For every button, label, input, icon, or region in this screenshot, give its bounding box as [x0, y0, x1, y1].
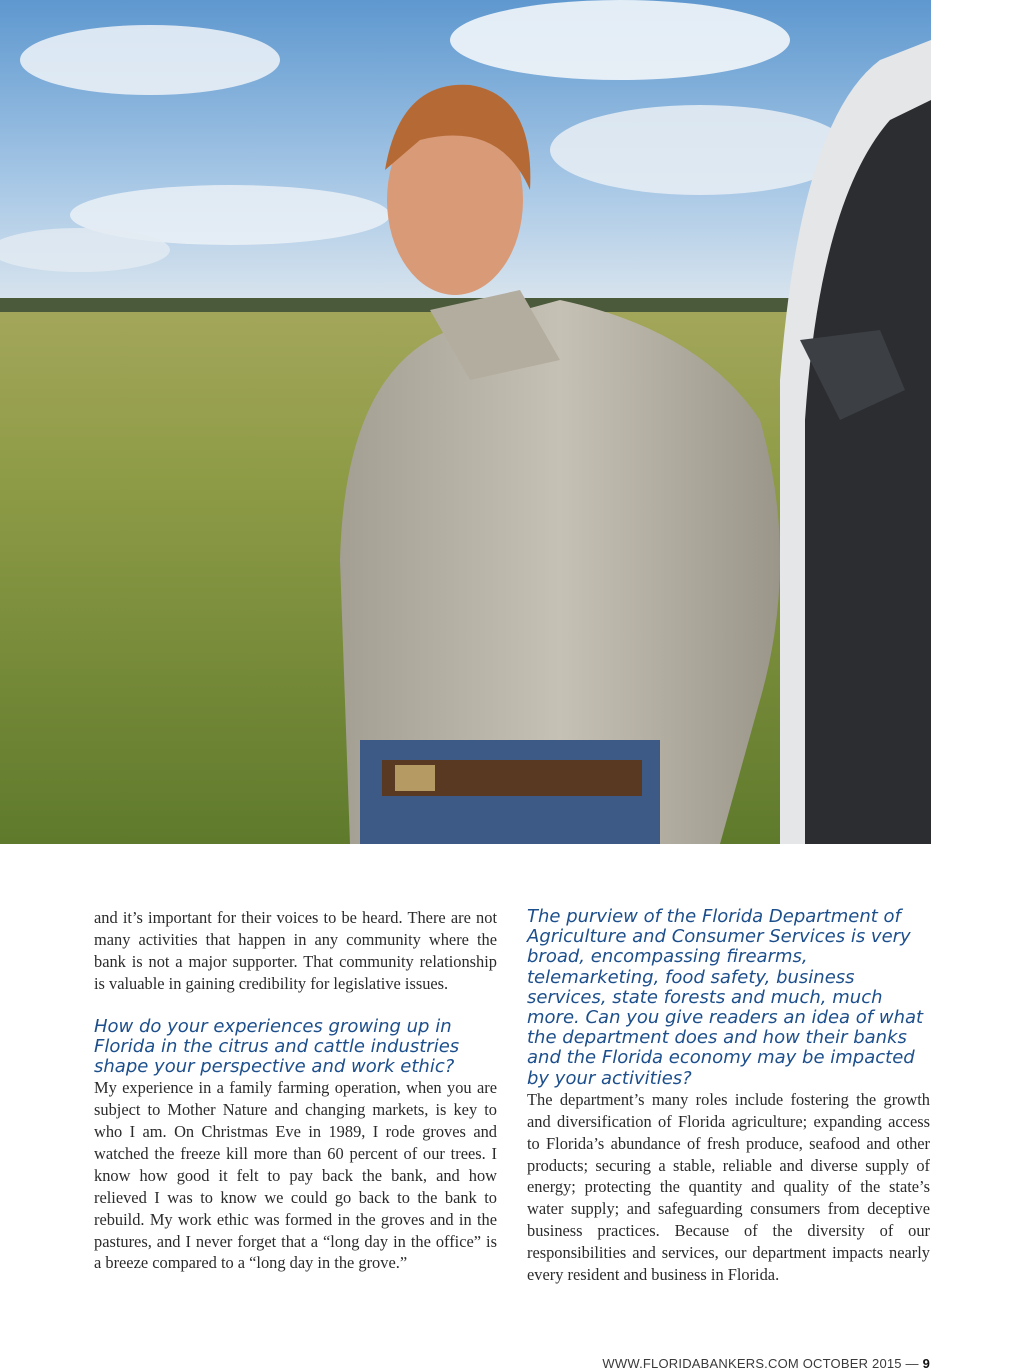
right-question-heading: The purview of the Florida Department of Agriculture and Consumer Services is very broad, encompassing firearms, telemarketing, food safety, business services, state forests and much, much more. Can you give readers an idea of what the department does and how their banks and the Florida economy may be impacted by your activities?: [527, 906, 924, 1089]
left-answer-paragraph: My experience in a family farming operation, when you are subject to Mother Nature and changing markets, is key to who I am. On Christmas Eve in 1989, I rode groves and watched the freeze kill more than 60 percent of our trees. I know how good it felt to pay back the bank, and how relieved I was to know we could go back to the bank to rebuild. My work ethic was formed in the groves and in the pastures, and I never forget that a “long day in the office” is a breeze compared to a “long day in the grove.”: [94, 1078, 497, 1273]
page-number: 9: [922, 1356, 930, 1371]
page-footer: [602, 1356, 930, 1371]
left-paragraph-intro: and it’s important for their voices to be heard. There are not many activities that happen in any community where the bank is not a major supporter. That community relationship is valuable in gaining credibility for legislative issues.: [94, 908, 497, 993]
footer-issue: OCTOBER 2015 —: [802, 1356, 919, 1371]
right-answer-paragraph: The department’s many roles include fostering the growth and diversification of Florida agriculture; expanding access to Florida’s abundance of fresh produce, seafood and other products; securing a stable, reliable and diverse supply of energy; protecting the quantity and quality of the state’s water supply; and safeguarding consumers from deceptive business practices. Because of the diversity of our responsibilities and services, our department impacts nearly every resident and business in Florida.: [527, 1089, 930, 1285]
footer-site-link[interactable]: WWW.FLORIDABANKERS.COM: [602, 1356, 799, 1371]
right-column: [527, 907, 930, 1286]
left-column: [94, 907, 497, 1274]
left-question-heading: How do your experiences growing up in Florida in the citrus and cattle industries shape your perspective and work ethic?: [94, 1015, 460, 1078]
